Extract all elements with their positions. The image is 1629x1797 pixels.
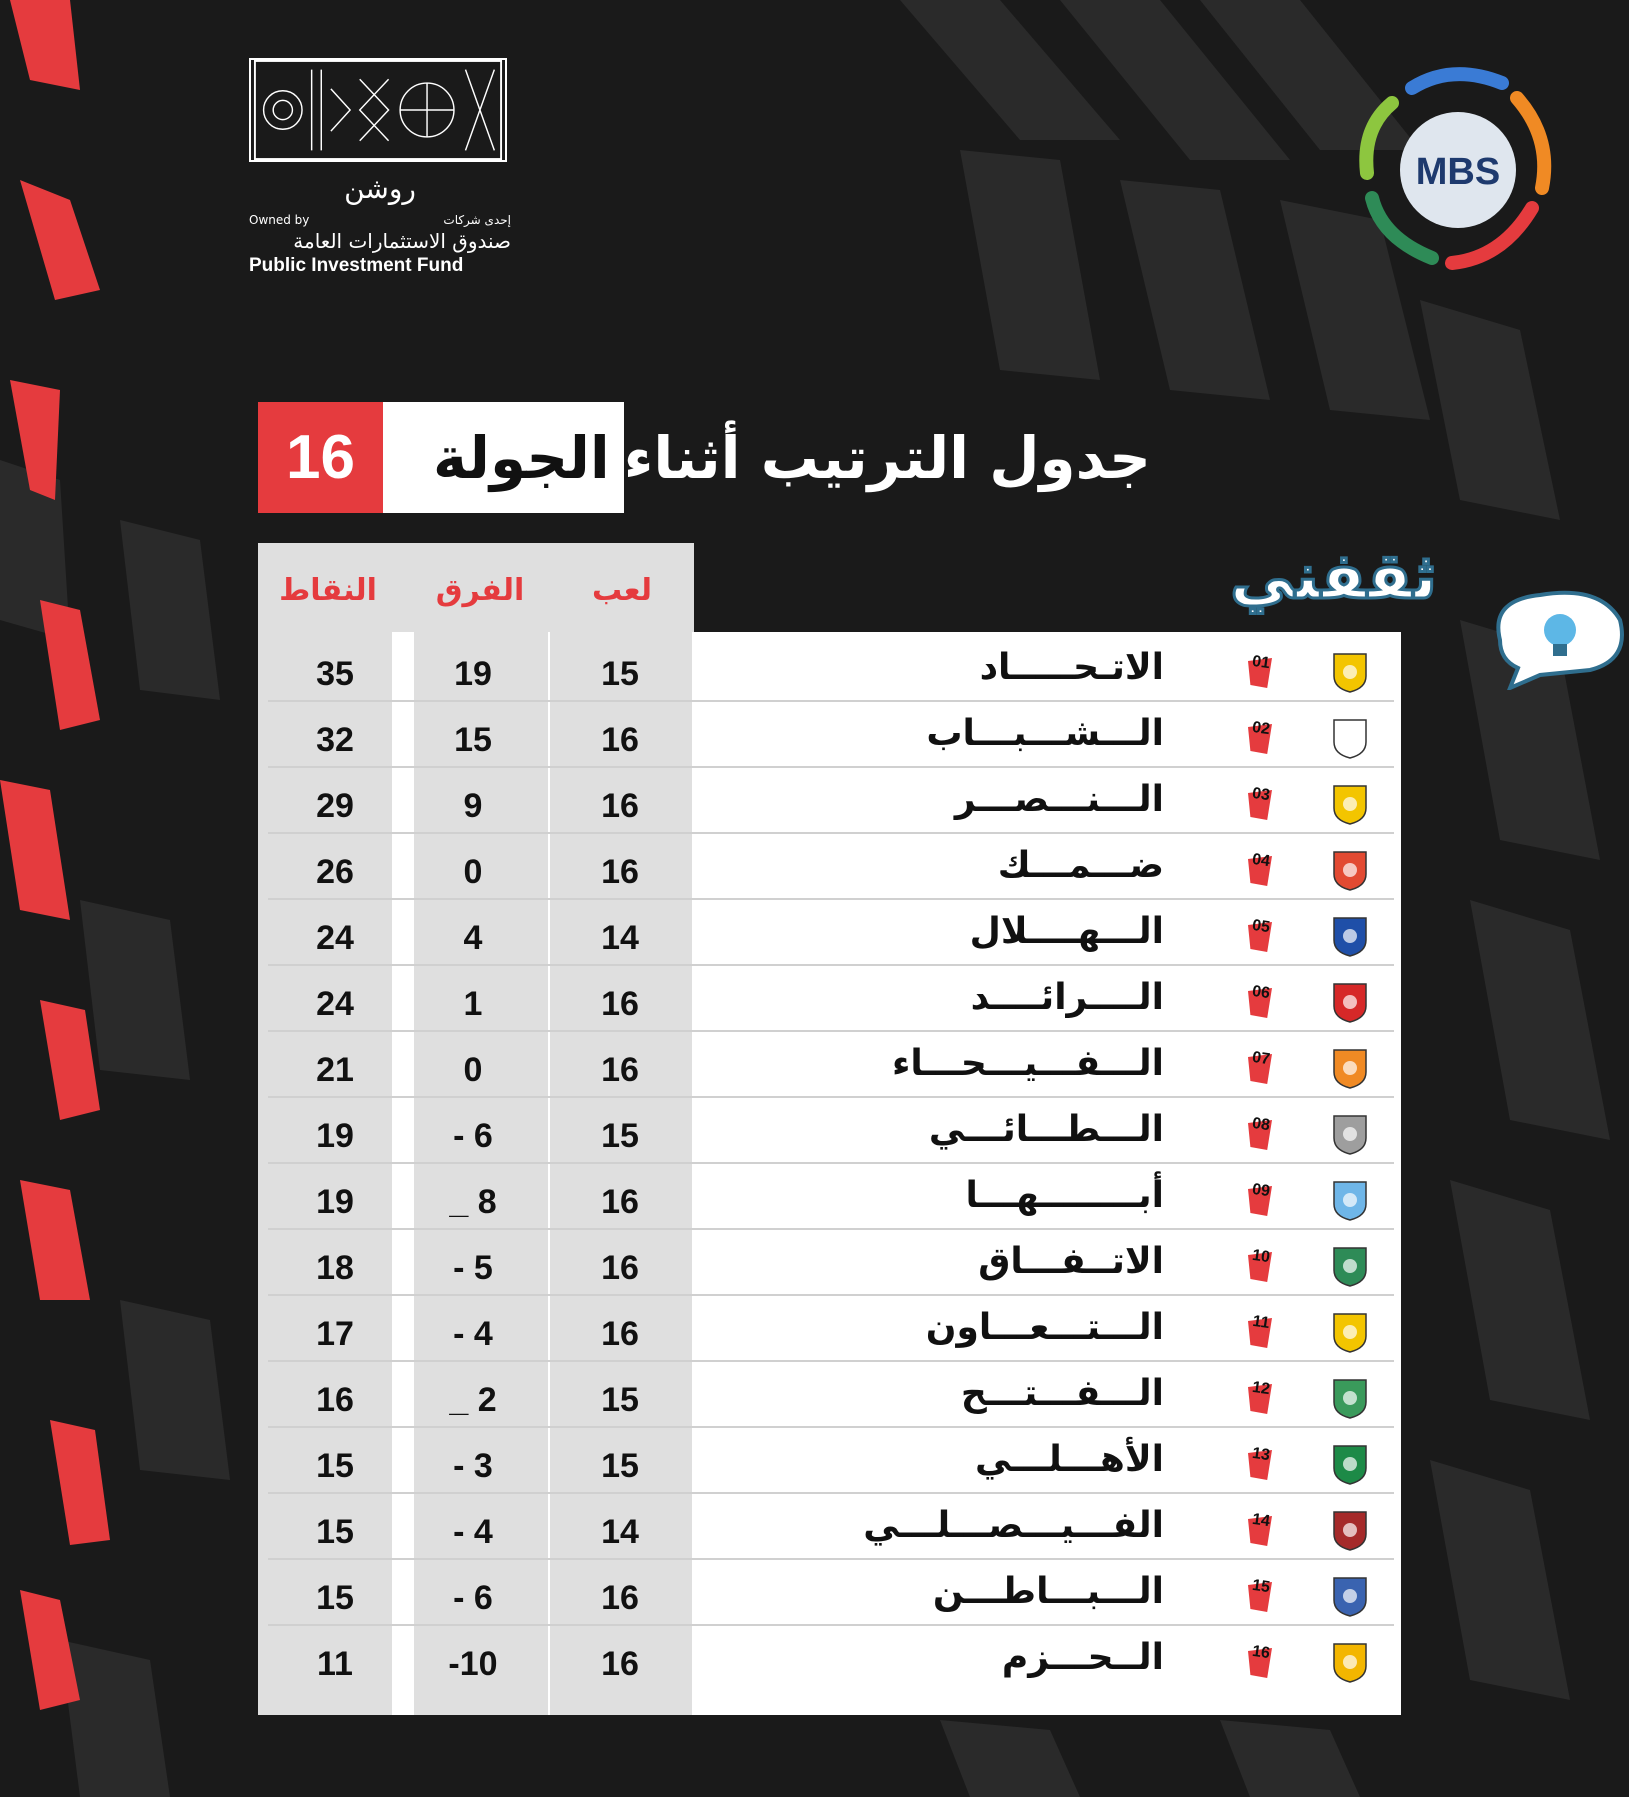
- sponsor-brand-ar: روشن: [344, 172, 416, 205]
- team-crest-icon: [1330, 1244, 1370, 1288]
- header-diff: الفرق: [435, 573, 525, 608]
- points-cell: 15: [316, 1513, 354, 1551]
- rank-number: 06: [1251, 982, 1272, 1003]
- team-name: الـــتـــعـــاون: [925, 1307, 1164, 1348]
- team-crest-icon: [1330, 1046, 1370, 1090]
- rank-number: 09: [1251, 1180, 1272, 1201]
- team-crest-icon: [1330, 980, 1370, 1024]
- team-name: الـــطـــائـــي: [928, 1109, 1164, 1150]
- owned-by-row: [249, 213, 511, 227]
- team-name: الـــفـــتـــح: [960, 1373, 1164, 1414]
- lightbulb-icon: [1480, 580, 1629, 690]
- team-name: ضـــمـــك: [997, 845, 1164, 886]
- goal-diff-cell: - 4: [453, 1513, 493, 1551]
- table-row: [268, 1428, 1394, 1494]
- played-cell: 15: [601, 1447, 639, 1485]
- points-cell: 19: [316, 1117, 354, 1155]
- rank-number: 08: [1251, 1114, 1272, 1135]
- team-name: أبــــــــهـــا: [965, 1175, 1164, 1216]
- table-row: [268, 900, 1394, 966]
- points-cell: 15: [316, 1447, 354, 1485]
- played-cell: 15: [601, 1381, 639, 1419]
- played-cell: 16: [601, 985, 639, 1023]
- points-cell: 15: [316, 1579, 354, 1617]
- goal-diff-cell: 15: [454, 721, 492, 759]
- team-name: الاتــفـــاق: [978, 1241, 1164, 1282]
- played-cell: 16: [601, 853, 639, 891]
- played-cell: 16: [601, 1183, 639, 1221]
- goal-diff-cell: 1: [463, 985, 483, 1023]
- points-cell: 24: [316, 985, 354, 1023]
- rank-number: 11: [1251, 1312, 1271, 1333]
- rank-number: 01: [1251, 652, 1272, 673]
- team-crest-icon: [1330, 1178, 1370, 1222]
- played-cell: 15: [601, 1117, 639, 1155]
- goal-diff-cell: - 6: [453, 1579, 493, 1617]
- team-name: الفـــيـــصـــلـــي: [863, 1505, 1164, 1546]
- team-name: الـــهــــلال: [969, 911, 1164, 952]
- goal-diff-cell: - 4: [453, 1315, 493, 1353]
- points-cell: 24: [316, 919, 354, 957]
- header-played: لعب: [592, 573, 652, 608]
- goal-diff-cell: 9: [463, 787, 483, 825]
- played-cell: 16: [601, 1579, 639, 1617]
- goal-diff-cell: -10: [448, 1645, 498, 1683]
- watermark-text: ثقفني: [1230, 540, 1438, 614]
- table-row: [268, 636, 1394, 702]
- team-crest-icon: [1330, 1508, 1370, 1552]
- goal-diff-cell: 4: [463, 919, 483, 957]
- goal-diff-cell: - 5: [453, 1249, 493, 1287]
- league-logo: [1352, 58, 1564, 280]
- points-cell: 35: [316, 655, 354, 693]
- goal-diff-cell: - 3: [453, 1447, 493, 1485]
- team-crest-icon: [1330, 716, 1370, 760]
- team-name: الأهـــلـــي: [974, 1439, 1164, 1480]
- points-cell: 16: [316, 1381, 354, 1419]
- table-row: [268, 1626, 1394, 1692]
- table-row: [268, 834, 1394, 900]
- points-cell: 29: [316, 787, 354, 825]
- team-name: الـــشـــبـــاب: [926, 713, 1164, 754]
- points-cell: 18: [316, 1249, 354, 1287]
- team-name: الاتـحـــــاد: [979, 647, 1164, 688]
- team-crest-icon: [1330, 1112, 1370, 1156]
- goal-diff-cell: 0: [463, 1051, 483, 1089]
- table-row: [268, 1032, 1394, 1098]
- played-cell: 14: [601, 1513, 639, 1551]
- sponsor-pattern-logo: [249, 58, 507, 162]
- team-crest-icon: [1330, 1640, 1370, 1684]
- played-cell: 14: [601, 919, 639, 957]
- page-title: [258, 402, 1173, 513]
- team-crest-icon: [1330, 1376, 1370, 1420]
- played-cell: 16: [601, 1645, 639, 1683]
- rank-number: 02: [1251, 718, 1272, 739]
- points-cell: 21: [316, 1051, 354, 1089]
- goal-diff-cell: 0: [463, 853, 483, 891]
- owned-by-ar: إحدى شركات: [443, 213, 511, 227]
- table-row: [268, 1098, 1394, 1164]
- rank-number: 16: [1251, 1642, 1272, 1663]
- rank-number: 07: [1251, 1048, 1272, 1069]
- fund-name-en: Public Investment Fund: [249, 255, 464, 276]
- table-row: [268, 702, 1394, 768]
- league-logo-text: MBS: [1415, 151, 1501, 193]
- rank-number: 14: [1251, 1510, 1272, 1531]
- team-crest-icon: [1330, 848, 1370, 892]
- table-row: [268, 1560, 1394, 1626]
- sponsor-block: [249, 58, 511, 277]
- played-cell: 16: [601, 721, 639, 759]
- played-cell: 16: [601, 1315, 639, 1353]
- goal-diff-cell: 19: [454, 655, 492, 693]
- round-word: الجولة: [383, 402, 624, 513]
- header-points: النقاط: [279, 573, 377, 608]
- played-cell: 16: [601, 1249, 639, 1287]
- team-crest-icon: [1330, 914, 1370, 958]
- team-name: الـــنـــصـــر: [954, 779, 1164, 820]
- team-name: الـــفـــيـــحـــاء: [892, 1043, 1164, 1084]
- rank-number: 13: [1251, 1444, 1272, 1465]
- rank-number: 03: [1251, 784, 1272, 805]
- rank-number: 04: [1251, 850, 1272, 871]
- team-name: الـــبـــاطـــن: [932, 1571, 1164, 1612]
- watermark: [1230, 540, 1629, 710]
- table-row: [268, 1296, 1394, 1362]
- team-crest-icon: [1330, 782, 1370, 826]
- table-row: [268, 966, 1394, 1032]
- rank-number: 15: [1251, 1576, 1272, 1597]
- played-cell: 15: [601, 655, 639, 693]
- points-cell: 32: [316, 721, 354, 759]
- table-row: [268, 1362, 1394, 1428]
- team-name: الــحـــزم: [1001, 1637, 1164, 1678]
- rank-number: 10: [1251, 1246, 1272, 1267]
- table-row: [268, 1164, 1394, 1230]
- team-crest-icon: [1330, 1442, 1370, 1486]
- points-cell: 26: [316, 853, 354, 891]
- fund-name-ar: صندوق الاستثمارات العامة: [293, 229, 511, 253]
- rank-number: 12: [1251, 1378, 1272, 1399]
- table-row: [268, 1494, 1394, 1560]
- table-row: [268, 1230, 1394, 1296]
- goal-diff-cell: - 6: [453, 1117, 493, 1155]
- round-number: 16: [258, 402, 383, 513]
- points-cell: 17: [316, 1315, 354, 1353]
- team-crest-icon: [1330, 1310, 1370, 1354]
- standings-table: [258, 543, 1401, 1715]
- rank-number: 05: [1251, 916, 1272, 937]
- played-cell: 16: [601, 787, 639, 825]
- points-cell: 19: [316, 1183, 354, 1221]
- points-cell: 11: [317, 1645, 353, 1683]
- table-row: [268, 768, 1394, 834]
- team-crest-icon: [1330, 1574, 1370, 1618]
- team-name: الــــرائــــد: [970, 977, 1164, 1018]
- played-cell: 16: [601, 1051, 639, 1089]
- goal-diff-cell: _ 2: [449, 1381, 497, 1419]
- title-text: جدول الترتيب أثناء: [623, 423, 1151, 492]
- goal-diff-cell: _ 8: [449, 1183, 497, 1221]
- owned-by-en: Owned by: [249, 213, 310, 227]
